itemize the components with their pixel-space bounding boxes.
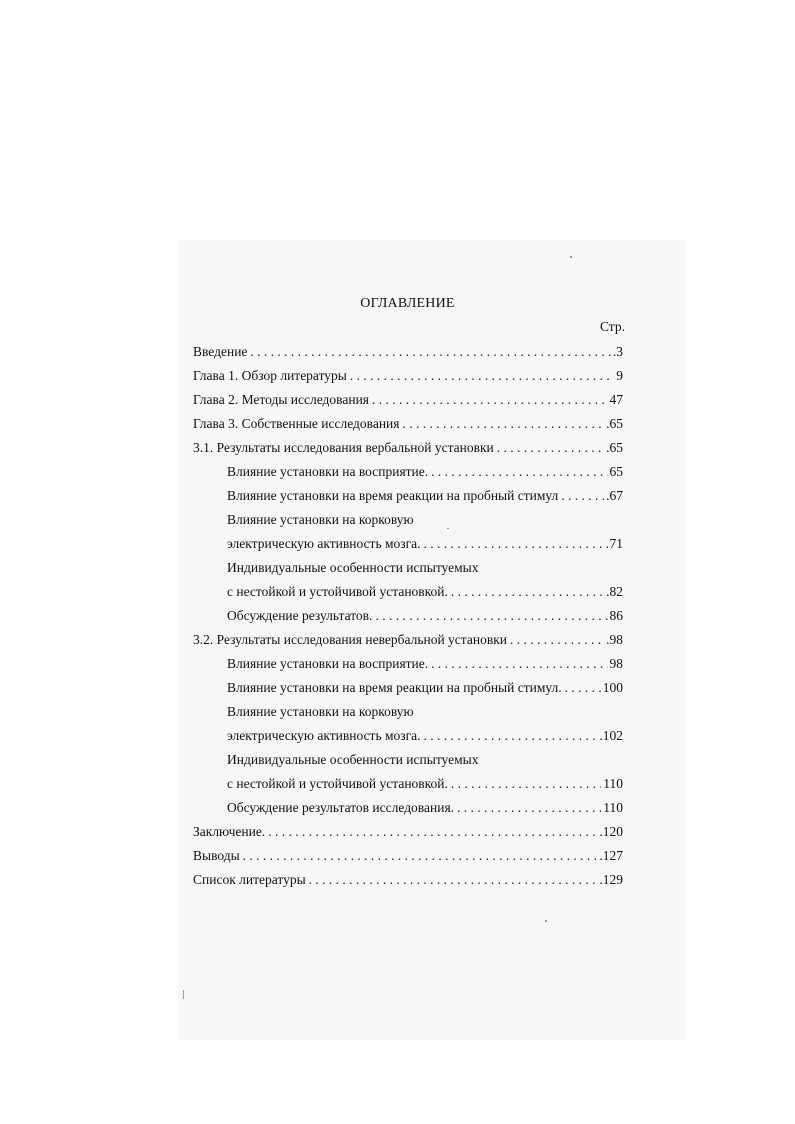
toc-dot-leader	[375, 604, 607, 628]
toc-dot-leader	[565, 676, 601, 700]
toc-entry	[193, 628, 623, 652]
toc-entry-label: с нестойкой и устойчивой установкой.	[227, 776, 448, 791]
toc-dot-leader	[350, 364, 614, 388]
toc-dot-leader	[243, 844, 598, 868]
toc-entry-label: Индивидуальные особенности испытуемых	[227, 752, 479, 767]
toc-dot-leader	[431, 460, 607, 484]
toc-entry-label: электрическую активность мозга.	[227, 728, 421, 743]
toc-dot-leader	[268, 820, 597, 844]
scan-speck	[545, 920, 547, 922]
toc-entry-page: 98	[609, 656, 623, 671]
toc-entry-label: Глава 3. Собственные исследования	[193, 416, 400, 431]
toc-dot-leader	[309, 868, 598, 892]
toc-dot-leader	[561, 484, 604, 508]
toc-entry-page: .102	[599, 728, 623, 743]
page-title: ОГЛАВЛЕНИЕ	[360, 296, 455, 311]
toc-entry-label: Выводы	[193, 848, 240, 863]
toc-entry-page: .67	[606, 488, 623, 503]
toc-entry	[193, 556, 623, 580]
toc-entry-label: Индивидуальные особенности испытуемых	[227, 560, 479, 575]
toc-entry-label: с нестойкой и устойчивой установкой.	[227, 584, 448, 599]
toc-entry-page: 65	[609, 464, 623, 479]
toc-entry	[193, 796, 623, 820]
toc-entry	[193, 580, 623, 604]
toc-entry-label: 3.1. Результаты исследования вербальной установки	[193, 440, 494, 455]
toc-dot-leader	[403, 412, 605, 436]
toc-dot-leader	[424, 532, 608, 556]
toc-entry-label: Глава 2. Методы исследования	[193, 392, 370, 407]
toc-entry-label: электрическую активность мозга.	[227, 536, 421, 551]
toc-entry-page: 100	[602, 680, 623, 695]
toc-entry	[193, 652, 623, 676]
toc-entry	[193, 700, 623, 724]
toc-entry-page: 71	[609, 536, 623, 551]
toc-entry	[193, 676, 623, 700]
toc-entry-label: Влияние установки на корковую	[227, 512, 414, 527]
toc-entry	[193, 364, 623, 388]
toc-dot-leader	[372, 388, 607, 412]
toc-entry-label: 3.2. Результаты исследования невербальной установки	[193, 632, 507, 647]
toc-entry-page: .129	[599, 872, 623, 887]
toc-entry-page: 110	[603, 776, 623, 791]
toc-entry-label: Введение	[193, 344, 248, 359]
toc-dot-leader	[510, 628, 604, 652]
toc-entry-page: .127	[599, 848, 623, 863]
toc-dot-leader	[451, 580, 604, 604]
toc-entry-label: Обсуждение результатов исследования.	[227, 800, 455, 815]
toc-entry	[193, 820, 623, 844]
toc-entry-label: Список литературы	[193, 872, 306, 887]
toc-entry	[193, 340, 623, 364]
toc-entry-page: .65	[606, 416, 623, 431]
toc-entry	[193, 436, 623, 460]
toc-entry-page: 47	[609, 392, 623, 407]
toc-entry	[193, 748, 623, 772]
toc-entry-page: 110	[603, 800, 623, 815]
scan-speck	[570, 256, 572, 258]
toc-entry-page: 86	[609, 608, 623, 623]
toc-entry	[193, 772, 623, 796]
toc-entry-label: Влияние установки на восприятие.	[227, 656, 429, 671]
toc-entry-label: Влияние установки на корковую	[227, 704, 414, 719]
toc-entry-page: .120	[599, 824, 623, 839]
toc-dot-leader	[250, 340, 610, 364]
toc-entry	[193, 724, 623, 748]
toc-entry-page: .82	[606, 584, 623, 599]
toc-entry	[193, 388, 623, 412]
toc-dot-leader	[424, 724, 598, 748]
toc-dot-leader	[431, 652, 607, 676]
toc-entry	[193, 844, 623, 868]
toc-entry-label: Заключение.	[193, 824, 266, 839]
toc-dot-leader	[497, 436, 604, 460]
table-of-contents	[193, 340, 623, 892]
toc-entry	[193, 508, 623, 532]
toc-entry	[193, 412, 623, 436]
toc-entry-page: .65	[606, 440, 623, 455]
toc-entry-label: Обсуждение результатов.	[227, 608, 373, 623]
toc-entry-label: Влияние установки на время реакции на пробный стимул	[227, 488, 559, 503]
scan-speck	[183, 990, 184, 999]
toc-entry	[193, 460, 623, 484]
toc-entry-label: Влияние установки на восприятие.	[227, 464, 429, 479]
toc-entry	[193, 532, 623, 556]
toc-dot-leader	[451, 772, 601, 796]
toc-dot-leader	[457, 796, 601, 820]
toc-entry-page: 9	[616, 368, 623, 383]
toc-entry	[193, 868, 623, 892]
toc-entry	[193, 604, 623, 628]
toc-entry	[193, 484, 623, 508]
page-column-label: Стр.	[599, 319, 625, 334]
toc-entry-page: .98	[606, 632, 623, 647]
toc-entry-label: Влияние установки на время реакции на пробный стимул.	[227, 680, 562, 695]
toc-entry-label: Глава 1. Обзор литературы	[193, 368, 347, 383]
toc-entry-page: .3	[612, 344, 623, 359]
